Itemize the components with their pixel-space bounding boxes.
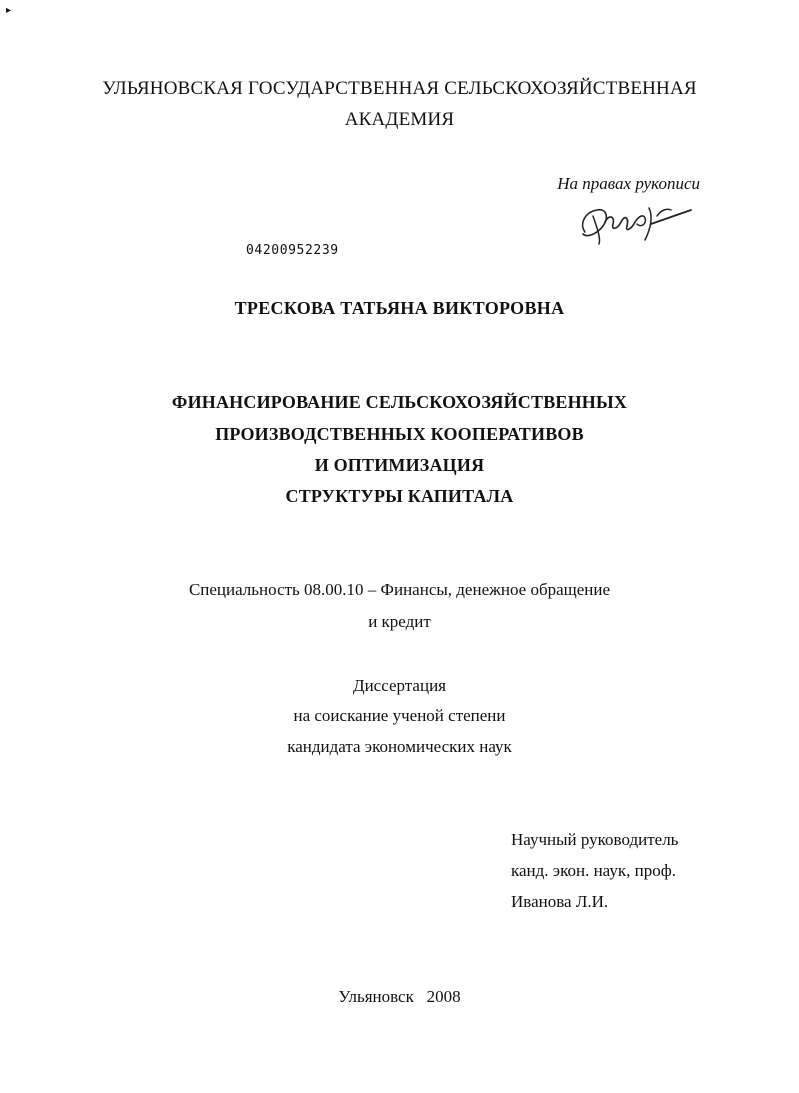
institution-name-line2: АКАДЕМИЯ (344, 109, 455, 130)
degree-line-1: Диссертация (352, 676, 446, 695)
degree-line-3: кандидата экономических наук (287, 737, 512, 756)
specialty-line-1: Специальность 08.00.10 – Финансы, денежное обращение (188, 580, 611, 599)
degree-line-2: на соискание ученой степени (293, 706, 506, 725)
place-and-year: Ульяновск 2008 (338, 987, 461, 1006)
title-line-4: СТРУКТУРЫ КАПИТАЛА (285, 486, 514, 506)
supervisor-heading: Научный руководитель (511, 830, 679, 849)
author-name: ТРЕСКОВА ТАТЬЯНА ВИКТОРОВНА (234, 298, 565, 318)
title-line-3: И ОПТИМИЗАЦИЯ (314, 455, 485, 475)
institution-name-line1: УЛЬЯНОВСКАЯ ГОСУДАРСТВЕННАЯ СЕЛЬСКОХОЗЯЙСТВЕННАЯ (102, 78, 697, 99)
corner-mark: ▸ (6, 5, 12, 16)
supervisor-credentials: канд. экон. наук, проф. (511, 861, 676, 880)
manuscript-rights-note: На правах рукописи (557, 174, 700, 193)
catalog-code: 04200952239 (246, 243, 339, 258)
specialty-line-2: и кредит (368, 612, 431, 631)
title-line-2: ПРОИЗВОДСТВЕННЫХ КООПЕРАТИВОВ (215, 424, 584, 444)
title-line-1: ФИНАНСИРОВАНИЕ СЕЛЬСКОХОЗЯЙСТВЕННЫХ (171, 392, 628, 412)
supervisor-name: Иванова Л.И. (511, 892, 609, 911)
handwritten-signature (575, 194, 695, 252)
